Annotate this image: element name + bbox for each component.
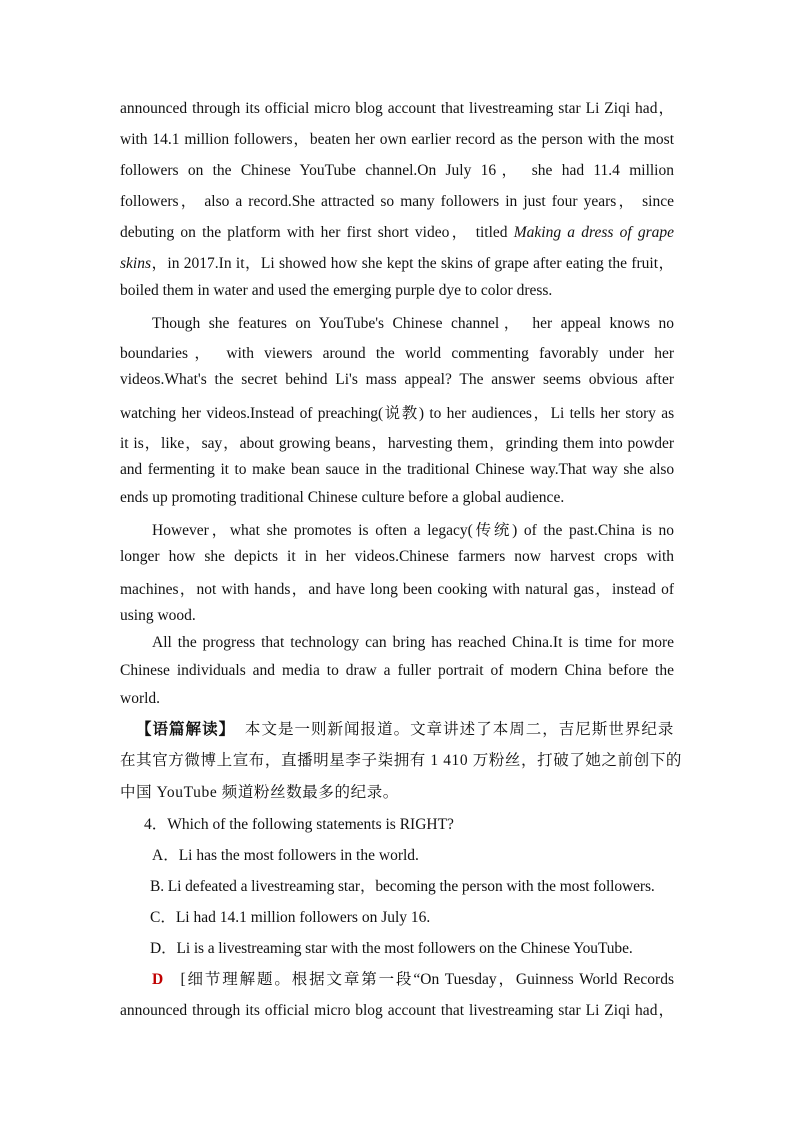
- p3-line-2: longer how she depicts it in her videos.Chinese farmers now harvest crops with: [120, 548, 674, 565]
- p1-line-6-text: ，in 2017.In it，Li showed how she kept the skins of grape after eating the fruit，: [151, 255, 674, 272]
- p2-line-7: ends up promoting traditional Chinese culture before a global audience.: [120, 489, 565, 506]
- p1-line-2: with 14.1 million followers，beaten her own earlier record as the person with the most: [120, 131, 674, 148]
- option-a: A．Li has the most followers in the world.: [152, 847, 419, 864]
- p1-line-5: [120, 220, 674, 242]
- answer-line-1: [152, 967, 674, 989]
- video-title-part-1: Making a dress of grape: [513, 224, 674, 241]
- analysis-line-3: 中国 YouTube 频道粉丝数最多的纪录。: [120, 784, 399, 801]
- analysis-line-1: [136, 717, 674, 739]
- p2-line-5: it is，like，say，about growing beans，harvesting them，grinding them into powder: [120, 435, 674, 452]
- p4-line-2: Chinese individuals and media to draw a fuller portrait of modern China before the: [120, 662, 674, 679]
- p1-line-5-text: debuting on the platform with her first short video， titled: [120, 224, 514, 241]
- p1-line-6: [120, 251, 674, 273]
- p3-line-1: However，what she promotes is often a legacy(传统) of the past.China is no: [152, 522, 674, 539]
- p2-line-4: watching her videos.Instead of preaching(说教) to her audiences，Li tells her story as: [120, 405, 674, 422]
- video-title-part-2: skins: [120, 255, 151, 272]
- option-b: B. Li defeated a livestreaming star，becoming the person with the most followers.: [150, 878, 655, 895]
- answer-text-1: [细节理解题。根据文章第一段“On Tuesday，Guinness World Records: [180, 971, 675, 988]
- p1-line-4: followers， also a record.She attracted so many followers in just four years， since: [120, 193, 674, 210]
- question-stem: 4．Which of the following statements is RIGHT?: [144, 816, 454, 833]
- answer-letter: D: [152, 971, 164, 988]
- p1-line-1: announced through its official micro blog account that livestreaming star Li Ziqi had，: [120, 100, 674, 117]
- p2-line-1: Though she features on YouTube's Chinese channel， her appeal knows no: [152, 315, 674, 332]
- answer-line-2: announced through its official micro blog account that livestreaming star Li Ziqi had，: [120, 1002, 674, 1019]
- p2-line-3: videos.What's the secret behind Li's mass appeal? The answer seems obvious after: [120, 371, 674, 388]
- p4-line-1: All the progress that technology can bring has reached China.It is time for more: [152, 634, 674, 651]
- p3-line-4: using wood.: [120, 607, 196, 624]
- p1-line-3: followers on the Chinese YouTube channel.On July 16， she had 11.4 million: [120, 162, 674, 179]
- p2-line-6: and fermenting it to make bean sauce in the traditional Chinese way.That way she also: [120, 461, 674, 478]
- analysis-line-2: 在其官方微博上宣布，直播明星李子柒拥有 1 410 万粉丝，打破了她之前创下的: [120, 752, 683, 769]
- analysis-text-1: 本文是一则新闻报道。文章讲述了本周二，吉尼斯世界纪录: [244, 721, 674, 738]
- option-c: C．Li had 14.1 million followers on July 16.: [150, 909, 431, 926]
- option-d: D．Li is a livestreaming star with the most followers on the Chinese YouTube.: [150, 940, 633, 957]
- p2-line-2: boundaries， with viewers around the world commenting favorably under her: [120, 345, 674, 362]
- p4-line-3: world.: [120, 690, 161, 707]
- p1-line-7: boiled them in water and used the emerging purple dye to color dress.: [120, 282, 553, 299]
- analysis-tag: 【语篇解读】: [136, 721, 236, 738]
- p3-line-3: machines，not with hands，and have long been cooking with natural gas，instead of: [120, 581, 674, 598]
